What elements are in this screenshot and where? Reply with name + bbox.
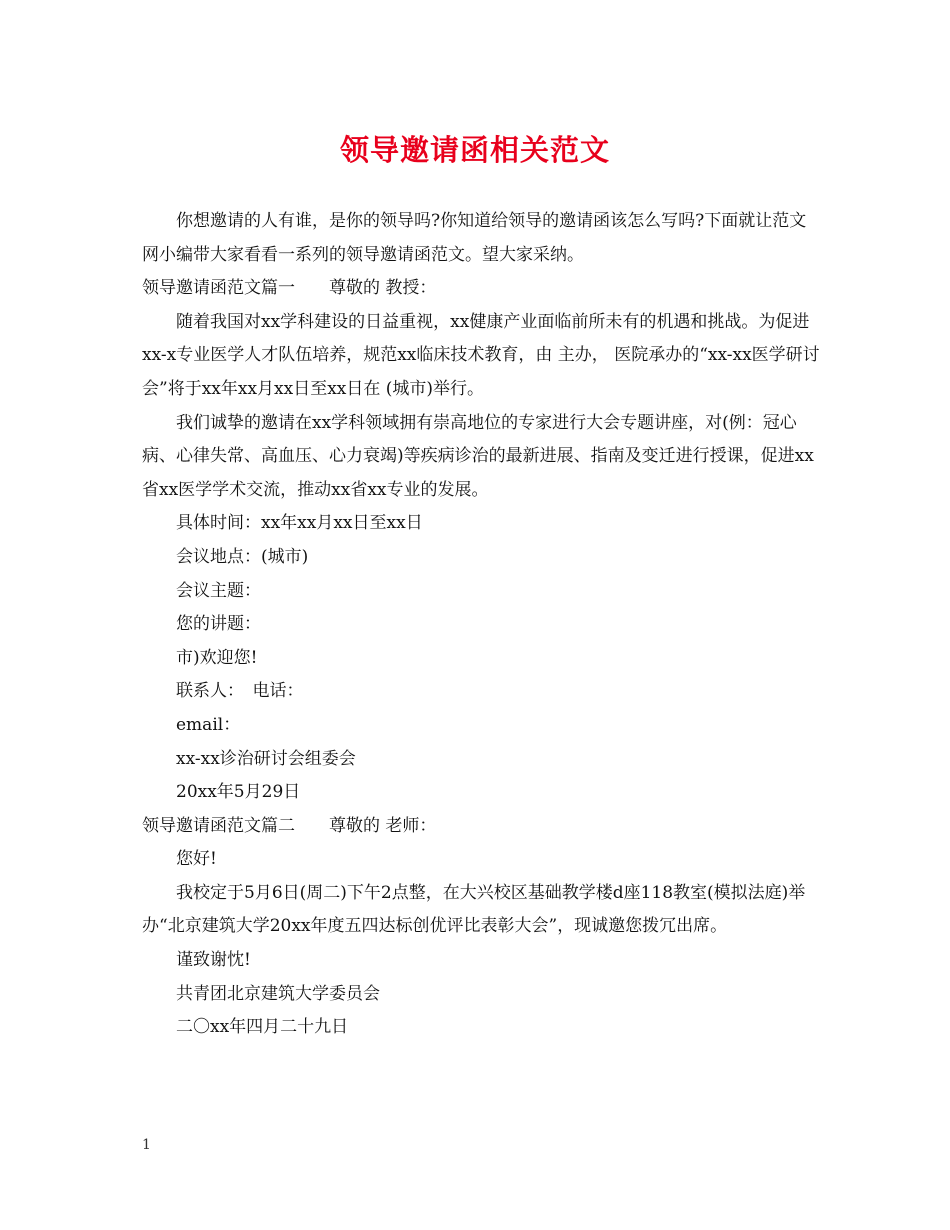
signature-date: 二〇xx年四月二十九日 (176, 1017, 349, 1038)
detail-line-email: email： (176, 714, 241, 735)
document-title: 领导邀请函相关范文 (339, 133, 610, 167)
detail-line-topic: 您的讲题： (176, 614, 261, 635)
closing: 谨致谢忱! (176, 950, 251, 971)
signature-organizer: xx-xx诊治研讨会组委会 (176, 748, 356, 769)
greeting: 您好! (176, 849, 217, 870)
paragraph: 我校定于5月6日(周二)下午2点整，在大兴校区基础教学楼d座118教室(模拟法庭)举办“北京建筑大学20xx年度五四达标创优评比表彰大会”，现诚邀您拨冗出席。 (142, 882, 806, 937)
section-heading-2: 领导邀请函范文篇二 尊敬的 老师： (142, 815, 437, 836)
paragraph: 我们诚挚的邀请在xx学科领域拥有崇高地位的专家进行大会专题讲座，对(例：冠心病、心律失常、高血压、心力衰竭)等疾病诊治的最新进展、指南及变迁进行授课，促进xx省xx医学学术交流，推动xx省xx专业的发展。 (142, 412, 814, 500)
detail-line-contact: 联系人： 电话： (176, 681, 304, 702)
detail-line-location: 会议地点：(城市) (176, 546, 309, 567)
signature-date: 20xx年5月29日 (176, 782, 301, 803)
section-heading-1: 领导邀请函范文篇一 尊敬的 教授： (142, 278, 437, 299)
page-number: 1 (142, 1137, 151, 1153)
detail-line-welcome: 市)欢迎您! (176, 647, 258, 668)
paragraph-intro: 你想邀请的人有谁，是你的领导吗?你知道给领导的邀请函该怎么写吗?下面就让范文网小编带大家看看一系列的领导邀请函范文。望大家采纳。 (142, 211, 807, 265)
document-body (142, 205, 822, 1045)
paragraph: 随着我国对xx学科建设的日益重视，xx健康产业面临前所未有的机遇和挑战。为促进xx-x专业医学人才队伍培养，规范xx临床技术教育，由 主办， 医院承办的“xx-xx医学研讨会”将于xx年xx月xx日至xx日在 (城市)举行。 (142, 311, 820, 399)
signature-organizer: 共青团北京建筑大学委员会 (176, 983, 380, 1004)
detail-line-time: 具体时间：xx年xx月xx日至xx日 (176, 513, 423, 534)
detail-line-theme: 会议主题： (176, 580, 261, 601)
